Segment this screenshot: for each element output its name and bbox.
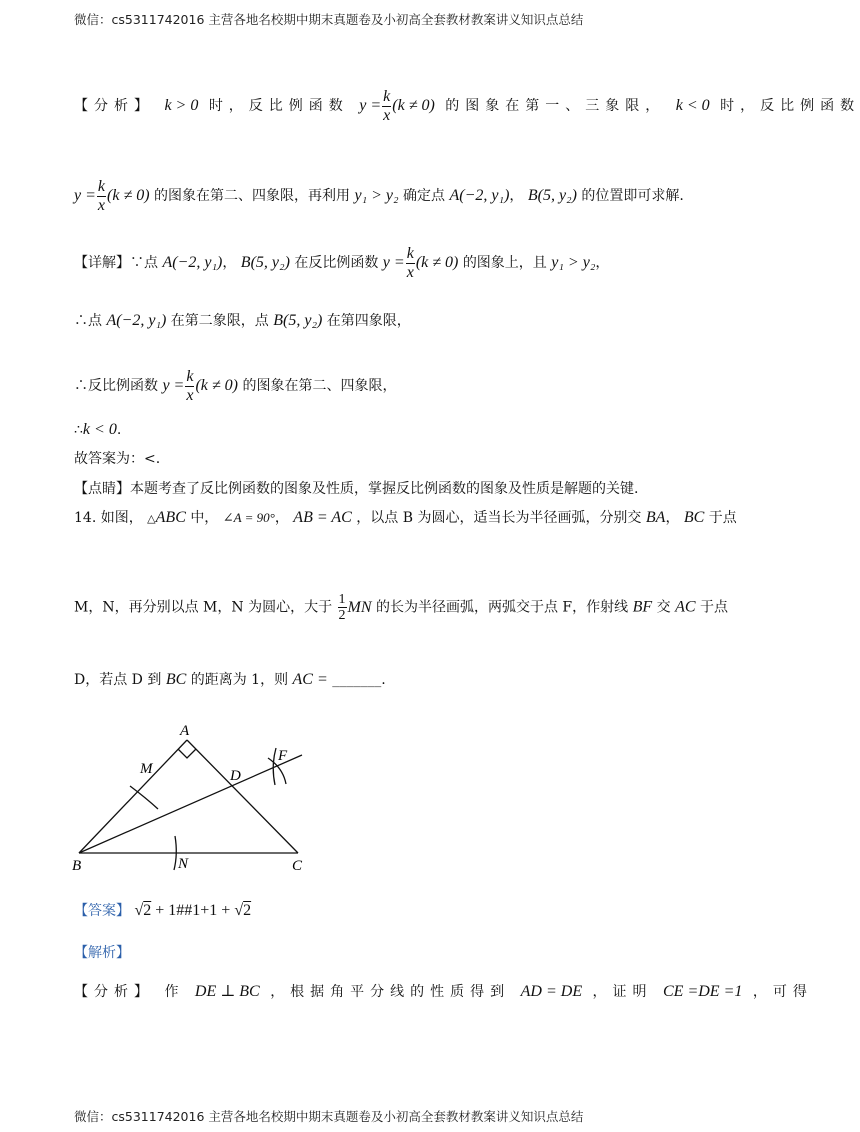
arc-m [130,786,158,809]
text-a1: 时，反比例函数 [208,97,349,114]
math-y1-gt-y2: y₁ > y₂ [551,253,596,271]
label-a: A [180,723,190,739]
text-b4: 的位置即可求解. [581,187,684,204]
page-header: 微信：cs5311742016 主营各地名校期中期末真题卷及小初高全套教材教案讲义知识点总结 [74,12,584,27]
math-function-3: y = $\frac{k}{x}$ (k ≠ 0) [382,245,459,281]
text-f1: ∴ [74,422,83,438]
label-c: C [292,858,303,874]
q14-analysis-line [74,984,813,1000]
math-k-lt-0: k < 0 [675,96,710,114]
text-c3: 在反比例函数 [294,254,379,271]
q14-text-1a: 14. 如图， [74,510,143,526]
text-b1: 的图象在第二、四象限，再利用 [154,187,351,204]
page-footer: 微信：cs5311742016 主营各地名校期中期末真题卷及小初高全套教材教案讲义知识点总结 [74,1109,584,1124]
math-point-a: A(−2, y₁) [162,253,223,271]
detail-tag: 【详解】 [74,254,130,271]
triangle-symbol: △ [147,513,156,525]
math-ba: BA [645,509,666,526]
text-c2: ， [222,254,237,271]
math-point-a: A(−2, y₁) [106,312,167,329]
right-angle-mark [178,749,196,758]
math-point-b: B(5, y₂) [240,253,290,271]
segment-ab [79,740,187,853]
text-c1: ∵点 [130,254,158,271]
prev-review-line [74,482,638,496]
math-ac-eq: AC = [292,671,328,688]
review-tag: 【点睛】 [74,481,130,497]
q14-text-2c: 交 [656,599,671,616]
math-ac: AC [675,598,696,616]
text-a2: 的图象在第一、三象限， [445,97,666,114]
q14-text-1d: ，以点 B 为圆心，适当长为半径画弧，分别交 [356,510,642,526]
prev-detail-line [74,245,609,281]
math-function-4: y = $\frac{k}{x}$ (k ≠ 0) [162,368,239,404]
q14-text-s1: 作 [164,984,185,1000]
q14-line-3 [74,672,386,688]
geometry-figure [70,718,320,878]
math-bc: BC [683,509,705,526]
q14-text-1c: ， [274,510,289,526]
text-d2: 在第二象限，点 [170,313,269,329]
math-abc: ABC [155,509,186,526]
q14-text-3a: D，若点 D 到 [74,672,162,688]
text-d1: ∴点 [74,313,102,329]
q14-text-s4: ，可得 [752,984,813,1000]
math-angle-a: ∠A = 90° [222,510,275,525]
text-c5: ， [595,254,610,271]
text-b2: 确定点 [403,187,446,204]
q14-answer-line [74,903,251,919]
answer-tag: 【答案】 [74,903,130,919]
prev-answer-line: 故答案为：<. [74,451,161,467]
math-bf: BF [632,598,653,616]
math-point-a: A(−2, y₁) [449,186,510,204]
analysis-tag: 【分析】 [74,97,154,114]
prev-analysis-line-1 [74,88,860,124]
text-e2: 的图象在第二、四象限， [242,377,397,394]
math-de-perp-bc: DE ⊥ BC [194,983,260,1000]
review-text: 本题考查了反比例函数的图象及性质，掌握反比例函数的图象及性质是解题的关键. [130,481,639,497]
math-ce-eq: CE =DE =1 [663,983,743,1000]
q14-text-s2: ，根据角平分线的性质得到 [270,984,511,1000]
answer-blank: _______. [332,672,386,688]
label-m: M [140,761,153,777]
math-k-lt-0: k < 0 [82,421,117,438]
text-f2: . [116,422,122,438]
q14-analysis-tag: 【分析】 [74,984,154,1000]
text-c4: 的图象上，且 [462,254,547,271]
text-d3: 在第四象限， [326,313,411,329]
q14-line-2 [74,592,728,624]
math-bc: BC [165,671,187,688]
math-function-2: y = $\frac{k}{x}$ (k ≠ 0) [74,178,150,214]
prev-quadrant-line [74,313,411,329]
prev-analysis-line-2 [74,178,684,214]
q14-text-1f: 于点 [708,510,737,526]
label-f: F [278,748,288,764]
answer-expression: √2 + 1##1+1 + √2 [134,902,252,919]
text-a3: 时，反比例函数 [720,97,860,114]
math-ad-eq-de: AD = DE [520,983,583,1000]
prev-graph-quadrant-line [74,368,396,404]
q14-text-3b: 的距离为 1，则 [190,672,289,688]
ray-bf [79,755,302,853]
text-e1: ∴反比例函数 [74,377,158,394]
math-function-1: y = $\frac{k}{x}$ (k ≠ 0) [359,88,435,124]
math-y1-gt-y2: y₁ > y₂ [354,186,399,204]
q14-text-2a: M，N，再分别以点 M，N 为圆心，大于 [74,599,333,616]
q14-text-1b: 中， [190,510,219,526]
label-b: B [72,858,82,874]
math-k-gt-0: k > 0 [164,96,199,114]
q14-text-s3: ，证明 [592,984,653,1000]
q14-line-1 [74,510,737,526]
text-b3: ， [509,187,524,204]
q14-text-2d: 于点 [699,599,728,616]
math-point-b: B(5, y₂) [273,312,323,329]
math-ab-eq-ac: AB = AC [293,509,352,526]
math-half-mn: $\frac{1}{2}$ MN [338,592,372,624]
math-point-b: B(5, y₂) [527,186,577,204]
q14-text-2b: 的长为半径画弧，两弧交于点 F，作射线 [375,599,629,616]
solution-tag: 【解析】 [74,945,130,961]
prev-conclusion-line [74,422,121,438]
label-n: N [178,856,189,872]
q14-text-1e: ， [665,510,680,526]
label-d: D [230,768,241,784]
